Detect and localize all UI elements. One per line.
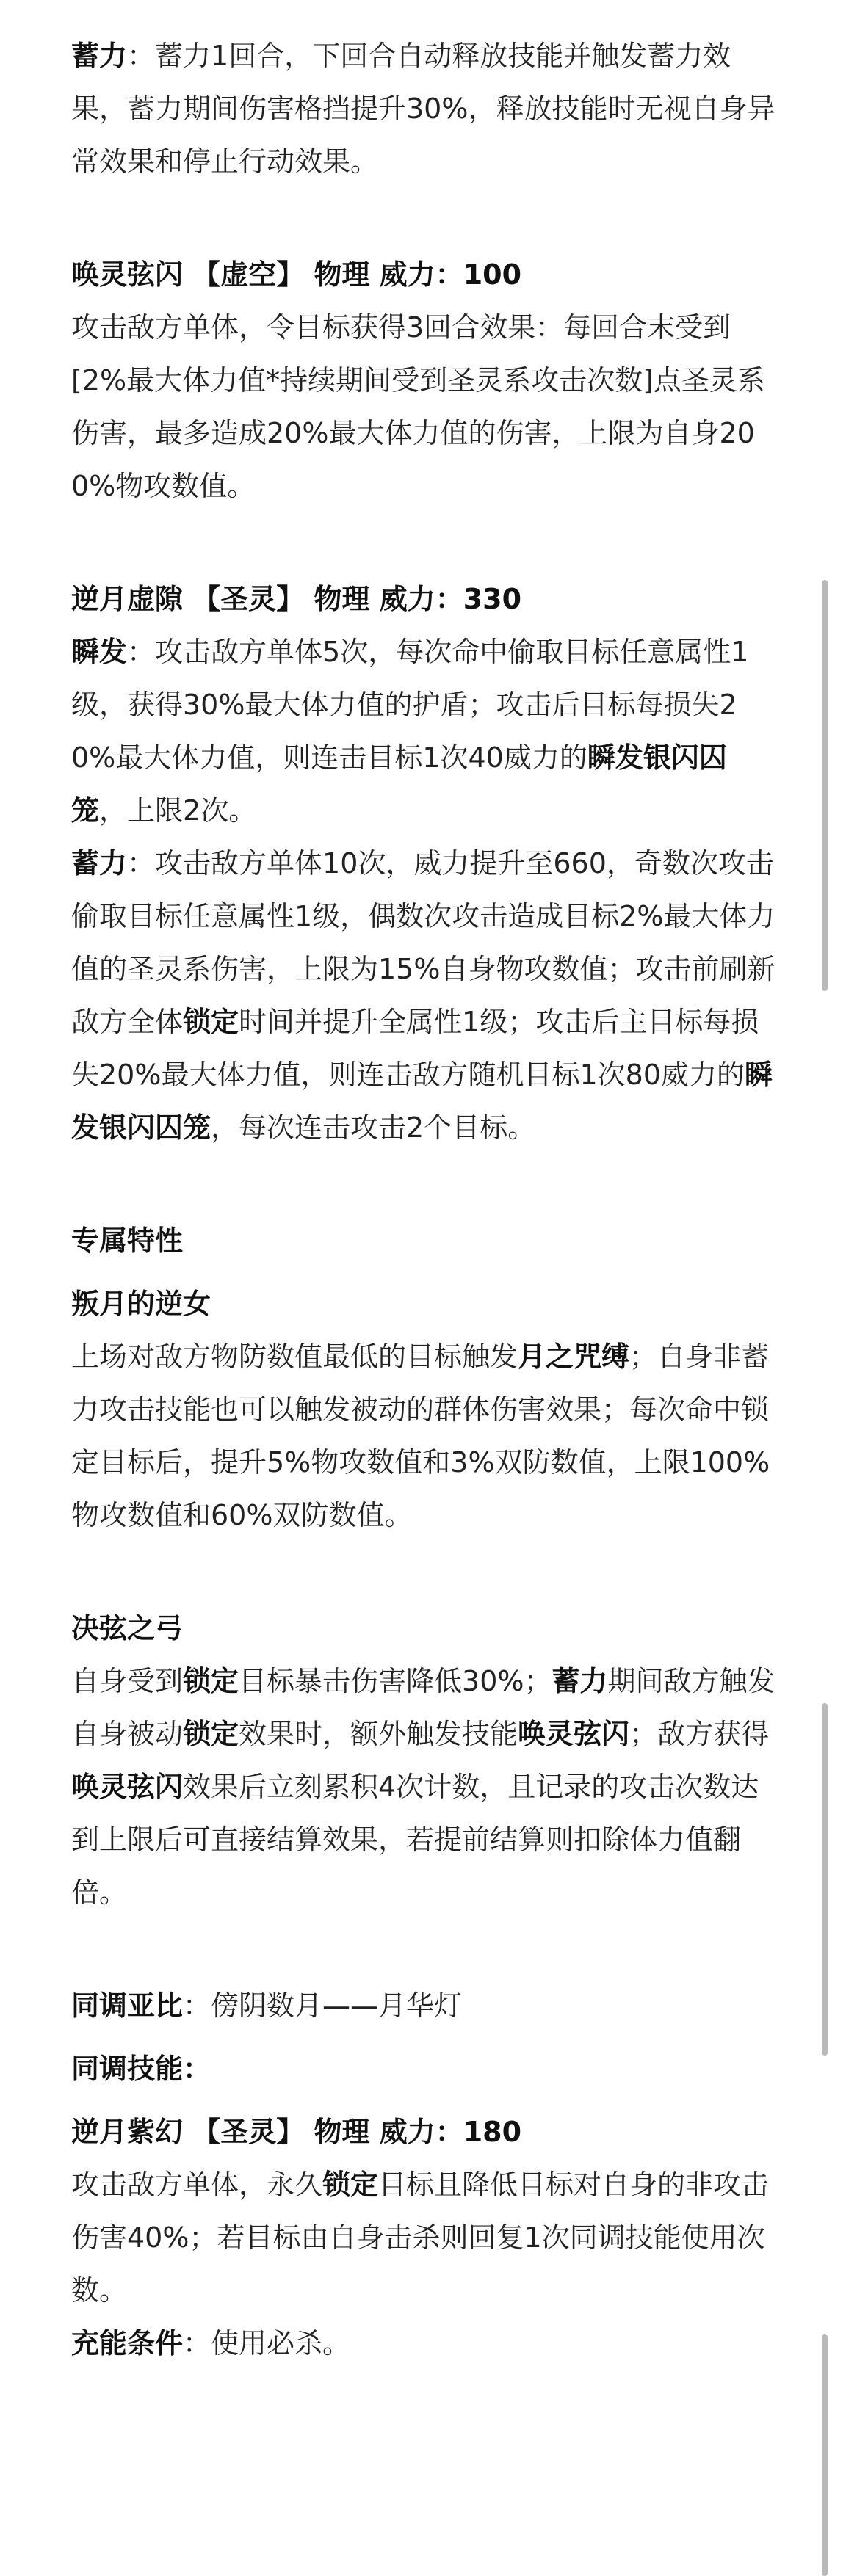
sync-skill-desc (71, 2158, 776, 2317)
summon-flash-term: 唤灵弦闪 (518, 1718, 630, 1750)
charge-text-end: ，每次连击攻击2个目标。 (211, 1111, 536, 1144)
flash-label: 瞬发 (71, 636, 128, 668)
charge-condition-line (71, 2317, 776, 2370)
lock-term-3: 锁定 (183, 1718, 239, 1750)
skill-summon-string-flash-title: 唤灵弦闪 【虚空】 物理 威力：100 (71, 258, 522, 291)
summon-flash-term-2: 唤灵弦闪 (71, 1771, 184, 1803)
charge-term: 蓄力 (552, 1665, 608, 1697)
charge-mechanic-text: ：蓄力1回合，下回合自动释放技能并触发蓄力效果，蓄力期间伤害格挡提升30%，释放技能时无视自身异常效果和停止行动效果。 (71, 40, 776, 178)
scrollbar-segment-2[interactable] (822, 1703, 828, 2056)
lock-term-2: 锁定 (183, 1665, 239, 1697)
sync-pet-line (71, 1979, 776, 2032)
charge-condition-label: 充能条件 (71, 2327, 184, 2359)
charge-text: ：攻击敌方单体10次，威力提升至660，奇数次攻击偷取目标任意属性1级，偶数次攻击造成目标2%最大体力值的圣灵系伤害，上限为15%自身物攻数值；攻击前刷新敌方全体 (71, 847, 776, 1038)
flash-cage-term: 瞬发银闪囚笼 (71, 1059, 773, 1144)
charge-condition-value: ：使用必杀。 (183, 2327, 351, 2359)
flash-bold-term: 瞬发银闪囚笼 (71, 741, 727, 827)
trait-2-text-d: 效果时，额外触发技能 (239, 1718, 518, 1750)
skill-reverse-moon-rift-charge (71, 837, 776, 1154)
trait-rebel-daughter-name: 叛月的逆女 (71, 1288, 212, 1320)
lock-term: 锁定 (183, 1006, 239, 1038)
trait-decisive-bow-name: 决弦之弓 (71, 1612, 184, 1644)
trait-2-text-e: ；敌方获得 (629, 1718, 770, 1750)
traits-heading: 专属特性 (71, 1224, 184, 1257)
scrollbar-segment-3[interactable] (822, 2334, 828, 2576)
trait-1-text-b: ；自身非蓄力攻击技能也可以触发被动的群体伤害效果；每次命中锁定目标后，提升5%物攻数值和3%双防数值，上限100%物攻数值和60%双防数值。 (71, 1340, 770, 1531)
charge-mechanic-paragraph (71, 29, 776, 188)
skill-summon-string-flash-desc: 攻击敌方单体，令目标获得3回合效果：每回合末受到[2%最大体力值*持续期间受到圣灵系攻击次数]点圣灵系伤害，最多造成20%最大体力值的伤害，上限为自身200%物攻数值。 (71, 311, 765, 502)
trait-decisive-bow-desc (71, 1655, 776, 1919)
sync-desc-b: 目标且降低目标对自身的非攻击伤害40%；若目标由自身击杀则回复1次同调技能使用次数。 (71, 2169, 770, 2307)
trait-rebel-daughter-desc (71, 1330, 776, 1542)
trait-2-text-f: 效果后立刻累积4次计数，且记录的攻击次数达到上限后可直接结算效果，若提前结算则扣除体力值翻倍。 (71, 1771, 759, 1909)
trait-2-text-a: 自身受到 (71, 1665, 184, 1697)
article-body (71, 29, 776, 2370)
charge-label: 蓄力 (71, 40, 128, 72)
skill-reverse-moon-rift-flash (71, 625, 776, 837)
sync-skill-title: 逆月紫幻 【圣灵】 物理 威力：180 (71, 2116, 522, 2148)
moon-curse-term: 月之咒缚 (518, 1340, 630, 1373)
sync-pet-value: ：傍阴数月——月华灯 (183, 1989, 463, 2022)
trait-2-text-c: 期间敌方触发自身被动 (71, 1665, 776, 1750)
trait-2-text-b: 目标暴击伤害降低30%； (239, 1665, 552, 1697)
flash-text: ：攻击敌方单体5次，每次命中偷取目标任意属性1级，获得30%最大体力值的护盾；攻击后目标每损失20%最大体力值，则连击目标1次40威力的 (71, 636, 749, 774)
trait-1-text-a: 上场对敌方物防数值最低的目标触发 (71, 1340, 518, 1373)
charge-label-2: 蓄力 (71, 847, 128, 879)
sync-pet-label: 同调亚比 (71, 1989, 184, 2022)
lock-term-4: 锁定 (322, 2169, 379, 2201)
scrollbar-segment-1[interactable] (822, 580, 828, 991)
charge-text-mid: 时间并提升全属性1级；攻击后主目标每损失20%最大体力值，则连击敌方随机目标1次80威力的 (71, 1006, 759, 1091)
sync-skill-heading: 同调技能： (71, 2053, 212, 2085)
skill-reverse-moon-rift-title: 逆月虚隙 【圣灵】 物理 威力：330 (71, 583, 522, 615)
flash-text-end: ，上限2次。 (99, 794, 257, 827)
sync-desc-a: 攻击敌方单体，永久 (71, 2169, 323, 2201)
